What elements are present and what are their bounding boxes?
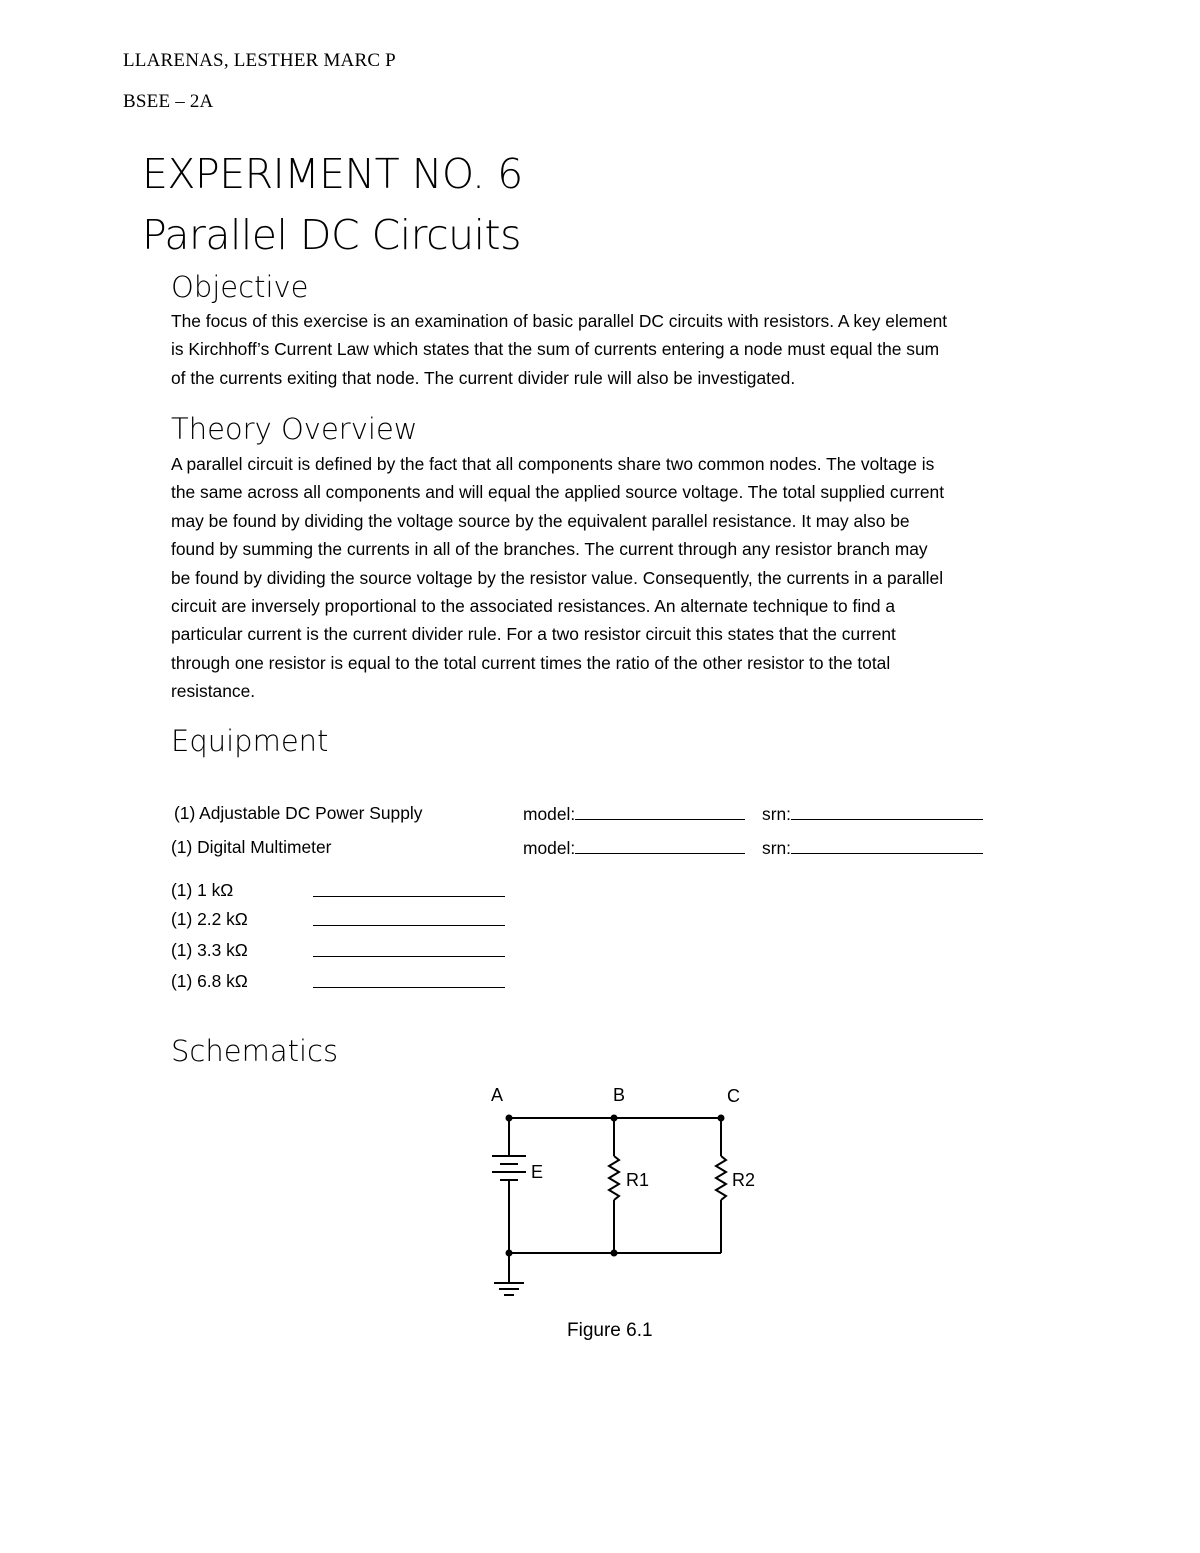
objective-line: is Kirchhoff’s Current Law which states that the sum of currents entering a node must equal the sum bbox=[171, 339, 940, 360]
node-label-c: C bbox=[727, 1086, 740, 1106]
srn-label: srn: bbox=[762, 804, 791, 824]
srn-blank[interactable] bbox=[791, 803, 983, 820]
srn-field bbox=[762, 803, 983, 825]
resistor-item: (1) 3.3 kΩ bbox=[171, 940, 248, 960]
srn-blank[interactable] bbox=[791, 837, 983, 854]
model-blank[interactable] bbox=[575, 803, 745, 820]
resistor-item: (1) 6.8 kΩ bbox=[171, 971, 248, 991]
model-blank[interactable] bbox=[575, 837, 745, 854]
resistor-blank-row bbox=[313, 880, 505, 902]
node-dot bbox=[611, 1115, 618, 1122]
theory-line: be found by dividing the source voltage by the resistor value. Consequently, the currents in a parallel bbox=[171, 567, 944, 588]
theory-paragraph bbox=[171, 450, 1071, 706]
objective-paragraph bbox=[171, 307, 1071, 392]
resistor-blank[interactable] bbox=[313, 971, 505, 988]
theory-line: found by summing the currents in all of the branches. The current through any resistor branch may bbox=[171, 539, 928, 560]
resistor-blank[interactable] bbox=[313, 909, 505, 926]
resistor-blank[interactable] bbox=[313, 940, 505, 957]
student-section: BSEE – 2A bbox=[123, 91, 214, 112]
srn-label: srn: bbox=[762, 838, 791, 858]
objective-line: The focus of this exercise is an examination of basic parallel DC circuits with resistors. A key element bbox=[171, 311, 948, 331]
resistor-r2-icon bbox=[716, 1156, 726, 1200]
theory-line: through one resistor is equal to the total current times the ratio of the other resistor to the total bbox=[171, 652, 891, 673]
model-field bbox=[523, 803, 745, 825]
ground-icon bbox=[494, 1283, 524, 1295]
figure-caption: Figure 6.1 bbox=[567, 1320, 653, 1341]
node-label-b: B bbox=[613, 1085, 626, 1105]
resistor-r1-icon bbox=[609, 1156, 619, 1200]
node-dot bbox=[506, 1250, 513, 1257]
model-label: model: bbox=[523, 838, 576, 858]
resistor-blank-row bbox=[313, 971, 505, 993]
experiment-number-title: EXPERIMENT NO. 6 bbox=[142, 150, 523, 198]
theory-heading: Theory Overview bbox=[171, 412, 418, 446]
resistor-blank[interactable] bbox=[313, 880, 505, 897]
srn-field bbox=[762, 837, 983, 859]
model-field bbox=[523, 837, 745, 859]
objective-line: of the currents exiting that node. The current divider rule will also be investigated. bbox=[171, 367, 796, 388]
resistor-blank-row bbox=[313, 909, 505, 931]
node-dot bbox=[506, 1115, 513, 1122]
resistor-item: (1) 2.2 kΩ bbox=[171, 909, 248, 929]
resistor-label-r2: R2 bbox=[732, 1170, 756, 1190]
theory-line: resistance. bbox=[171, 681, 256, 702]
theory-line: circuit are inversely proportional to the associated resistances. An alternate technique to find a bbox=[171, 596, 896, 617]
resistor-blank-row bbox=[313, 940, 505, 962]
battery-icon bbox=[492, 1156, 526, 1180]
node-dot bbox=[718, 1115, 725, 1122]
theory-line: A parallel circuit is defined by the fact that all components share two common nodes. The voltage is bbox=[171, 454, 935, 474]
model-label: model: bbox=[523, 804, 576, 824]
experiment-topic-title: Parallel DC Circuits bbox=[142, 211, 521, 259]
node-dot bbox=[611, 1250, 618, 1257]
source-label: E bbox=[531, 1162, 544, 1182]
theory-line: the same across all components and will equal the applied source voltage. The total supplied current bbox=[171, 482, 945, 503]
parallel-circuit-schematic bbox=[470, 1078, 780, 1308]
equipment-item: (1) Adjustable DC Power Supply bbox=[174, 803, 423, 823]
resistor-label-r1: R1 bbox=[626, 1170, 650, 1190]
student-name: LLARENAS, LESTHER MARC P bbox=[123, 50, 396, 71]
equipment-item: (1) Digital Multimeter bbox=[171, 837, 332, 857]
theory-line: particular current is the current divider rule. For a two resistor circuit this states that the current bbox=[171, 624, 896, 645]
theory-line: may be found by dividing the voltage source by the equivalent parallel resistance. It may also be bbox=[171, 510, 910, 531]
equipment-heading: Equipment bbox=[171, 724, 329, 758]
objective-heading: Objective bbox=[171, 270, 309, 304]
schematics-heading: Schematics bbox=[171, 1034, 339, 1068]
node-label-a: A bbox=[491, 1085, 504, 1105]
resistor-item: (1) 1 kΩ bbox=[171, 880, 234, 900]
